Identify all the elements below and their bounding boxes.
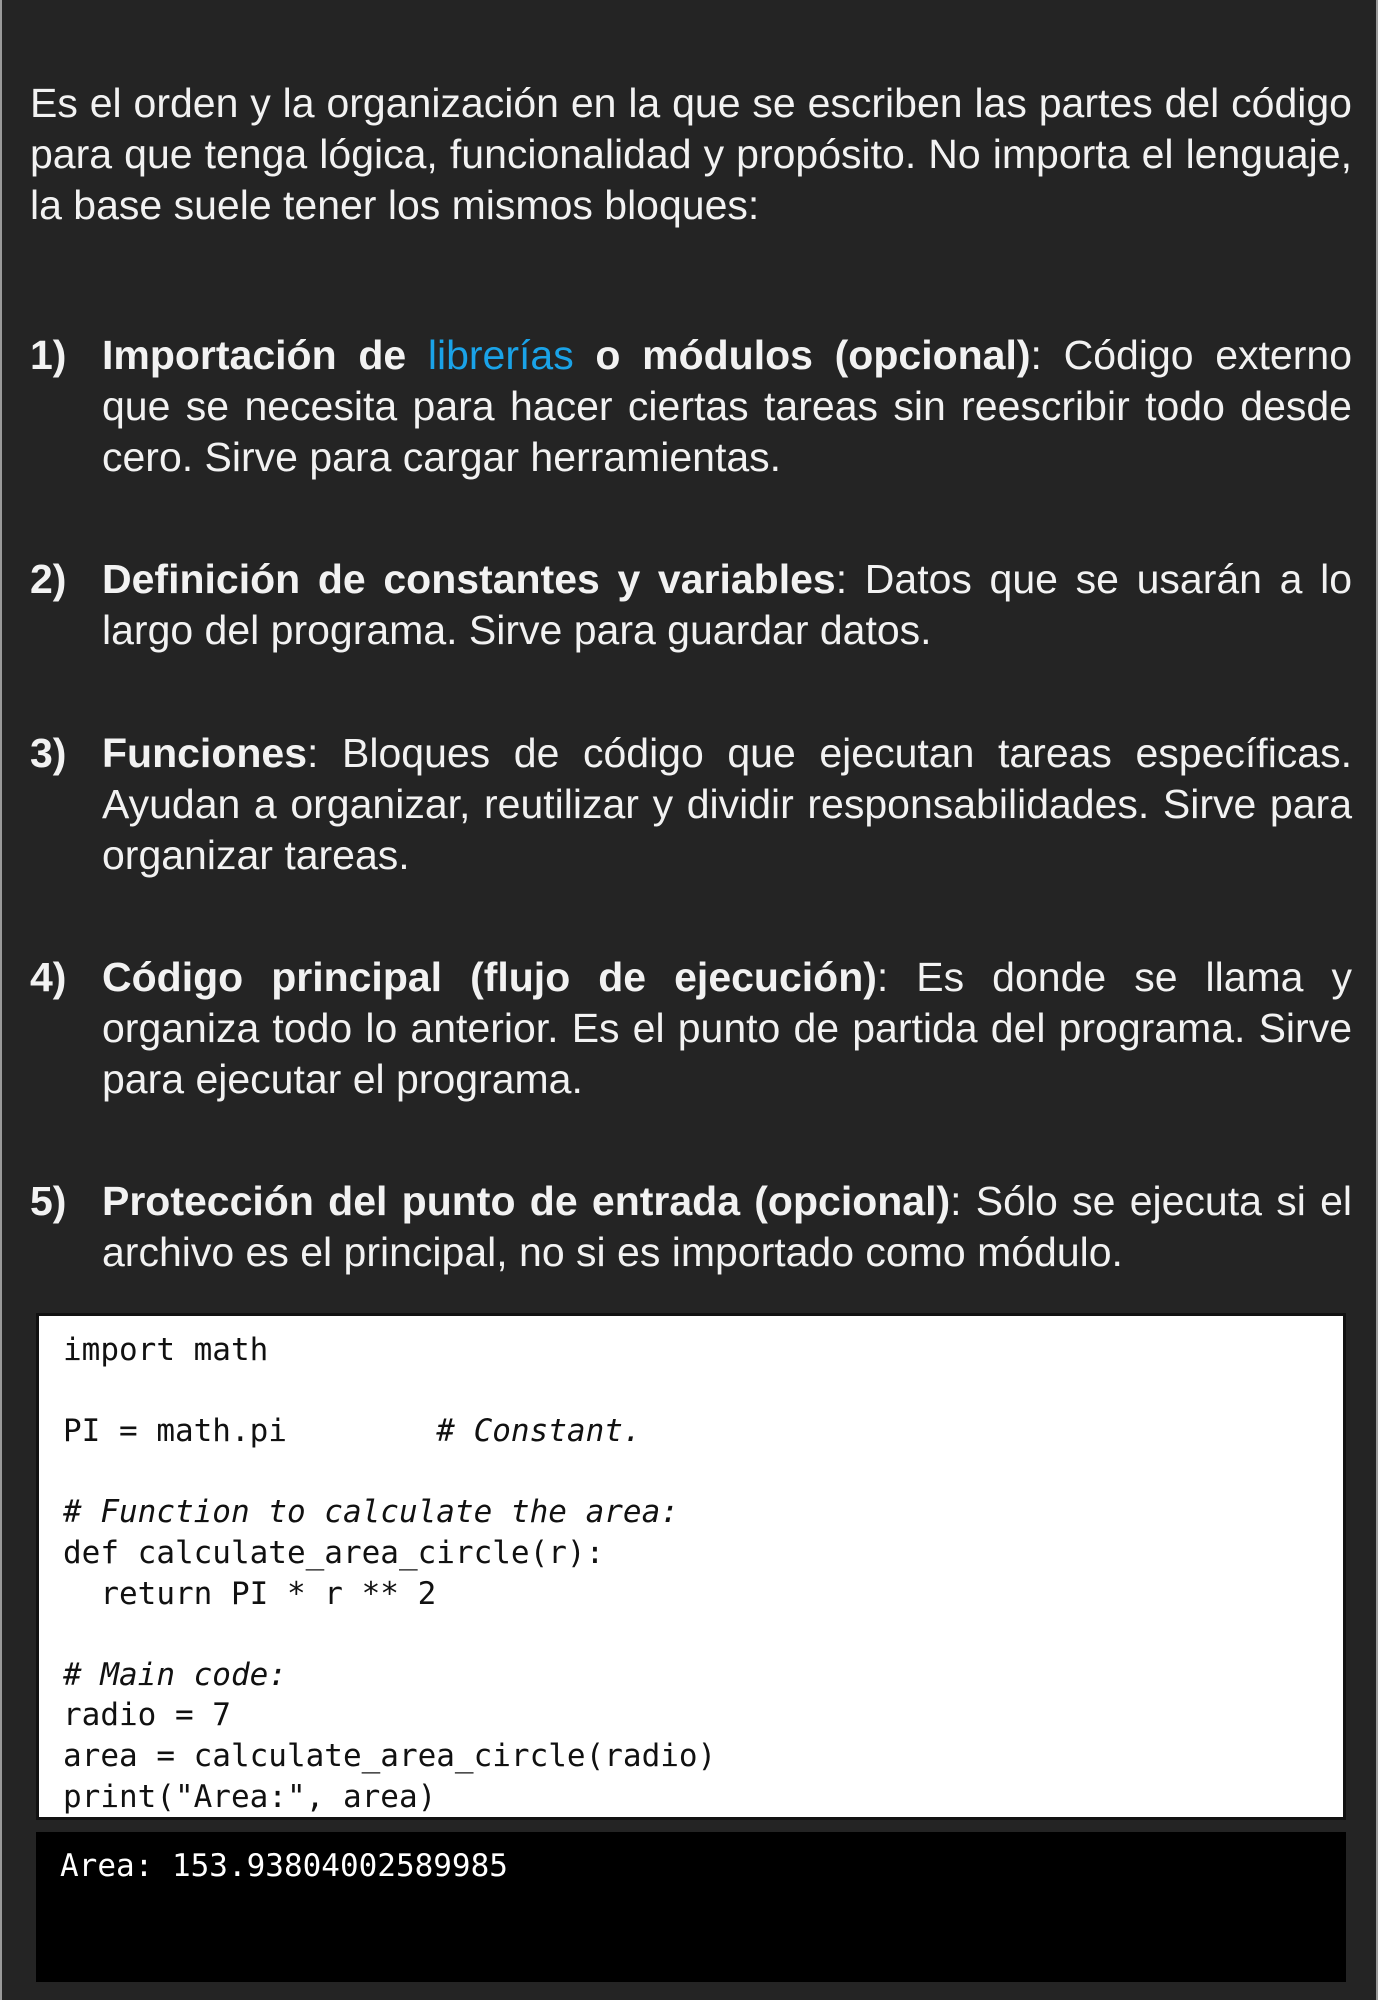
code-comment: # Main code: bbox=[63, 1656, 287, 1693]
item-term: Importación de librerías o módulos (opcional) bbox=[102, 332, 1031, 378]
code-line: return PI * r ** 2 bbox=[63, 1575, 437, 1612]
code-line: import math bbox=[63, 1332, 269, 1368]
output-text: Area: 153.93804002589985 bbox=[60, 1848, 508, 1884]
code-line: PI = math.pi # Constant. bbox=[63, 1413, 642, 1450]
item-description: : Es donde se llama y organiza todo lo anterior. Es el punto de partida del programa. Sirve para ejecutar el programa. bbox=[102, 954, 1352, 1102]
item-text bbox=[102, 554, 1352, 656]
item-description: : Código externo que se necesita para hacer ciertas tareas sin reescribir todo desde cero. Sirve para cargar herramientas. bbox=[102, 332, 1352, 480]
code-line-blank bbox=[63, 1614, 1343, 1655]
libraries-link[interactable]: librerías bbox=[427, 332, 574, 378]
item-number: 2) bbox=[30, 556, 67, 602]
item-term: Código principal (flujo de ejecución) bbox=[102, 954, 877, 1000]
code-comment: # Constant. bbox=[436, 1413, 642, 1450]
item-number: 3) bbox=[30, 730, 67, 776]
item-term: Protección del punto de entrada (opcional) bbox=[102, 1178, 951, 1224]
item-text bbox=[102, 728, 1352, 881]
code-line: def calculate_area_circle(r): bbox=[63, 1534, 605, 1571]
code-line-blank bbox=[63, 1371, 1343, 1412]
item-text bbox=[102, 330, 1352, 483]
item-term: Funciones bbox=[102, 730, 308, 776]
item-description: : Datos que se usarán a lo largo del programa. Sirve para guardar datos. bbox=[102, 556, 1352, 653]
item-text bbox=[102, 1176, 1352, 1278]
item-number: 5) bbox=[30, 1178, 67, 1224]
item-text bbox=[102, 952, 1352, 1105]
console-output bbox=[36, 1832, 1346, 1982]
code-line: radio = 7 bbox=[63, 1697, 231, 1734]
item-term: Definición de constantes y variables bbox=[102, 556, 836, 602]
intro-paragraph: Es el orden y la organización en la que se escriben las partes del código para que tenga lógica, funcionalidad y propósito. No importa el lenguaje, la base suele tener los mismos bloques: bbox=[30, 80, 1352, 228]
code-comment: # Function to calculate the area: bbox=[63, 1494, 679, 1531]
item-number: 4) bbox=[30, 954, 67, 1000]
code-line: area = calculate_area_circle(radio) bbox=[63, 1737, 717, 1774]
item-description: : Bloques de código que ejecutan tareas específicas. Ayudan a organizar, reutilizar y dividir responsabilidades. Sirve para organizar tareas. bbox=[102, 730, 1352, 878]
code-line: print("Area:", area) bbox=[63, 1778, 437, 1815]
item-description: : Sólo se ejecuta si el archivo es el principal, no si es importado como módulo. bbox=[102, 1178, 1352, 1275]
code-line-blank bbox=[63, 1452, 1343, 1493]
code-block bbox=[36, 1313, 1346, 1820]
item-number: 1) bbox=[30, 332, 67, 378]
